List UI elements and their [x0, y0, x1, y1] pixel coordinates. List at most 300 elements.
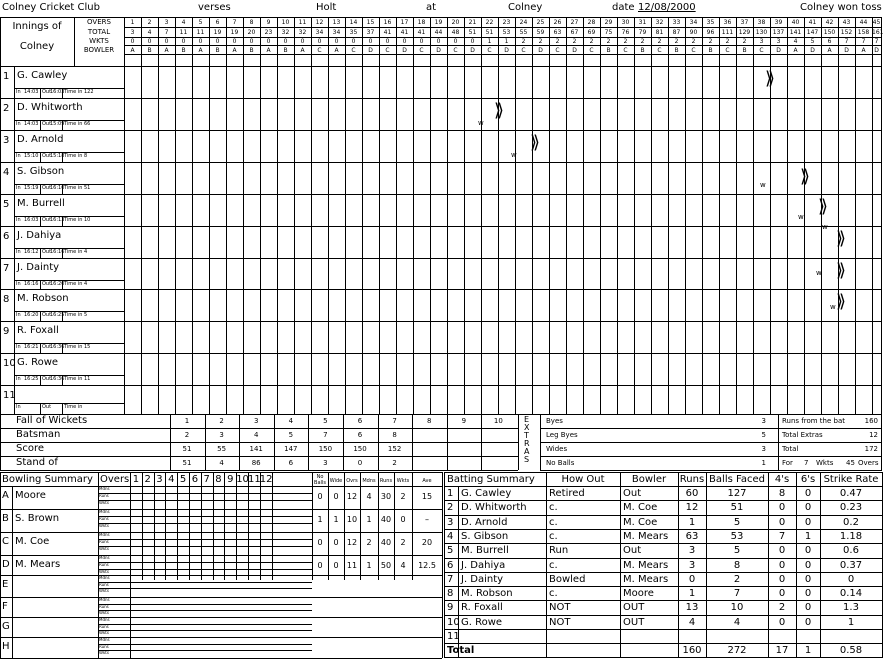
bowler-sub-line	[98, 582, 312, 583]
over-bowler: A	[198, 47, 203, 54]
over-wickets: 0	[385, 38, 390, 45]
over-header-label-wkts: WKTS	[89, 37, 109, 45]
bowler-sub-line	[98, 516, 312, 517]
time-in-label: In	[16, 89, 21, 95]
batsman-row-top	[0, 258, 882, 259]
over-col-line	[532, 17, 533, 414]
innings-of-label: Innings of	[12, 21, 62, 32]
over-bowler: C	[521, 47, 526, 54]
over-total: 150	[823, 29, 836, 36]
over-bowler: D	[538, 47, 543, 54]
over-total: 63	[553, 29, 562, 36]
batsman-no-line	[14, 289, 15, 321]
fow-batsman: 5	[288, 431, 294, 439]
batting-head: 4's	[774, 474, 790, 485]
batting-how-out: c.	[549, 502, 558, 514]
over-number: 13	[332, 19, 341, 26]
batsman-row-top	[0, 130, 882, 131]
over-wickets: 0	[317, 38, 322, 45]
over-number: 43	[842, 19, 851, 26]
over-total: 67	[570, 29, 579, 36]
bowler-wk: 2	[400, 492, 406, 501]
bowler-sub-label: Wkts	[99, 500, 109, 505]
batting-fours: 8	[778, 488, 786, 499]
over-number: 34	[689, 19, 698, 26]
over-wickets: 0	[402, 38, 407, 45]
over-bowler: C	[623, 47, 628, 54]
batsman-no-line	[14, 321, 15, 353]
over-bowler: B	[249, 47, 254, 54]
fow-score: 150	[353, 445, 367, 453]
over-wickets: 0	[368, 38, 373, 45]
over-col-line	[838, 17, 839, 414]
time-total-value: 122	[84, 89, 94, 95]
over-col-line	[260, 17, 261, 414]
bowler-row-line	[0, 509, 442, 510]
time-sep	[40, 184, 41, 194]
over-col-line	[345, 17, 346, 414]
over-bowler: B	[147, 47, 152, 54]
time-sep	[40, 248, 41, 258]
batting-row-number: 4	[447, 530, 454, 542]
over-wickets: 0	[470, 38, 475, 45]
fow-score: 51	[182, 445, 192, 453]
over-col-line	[396, 17, 397, 414]
bowling-over-number: 7	[203, 474, 210, 485]
over-wickets: 2	[657, 38, 662, 45]
time-sep	[62, 184, 63, 194]
bowling-right	[442, 472, 443, 658]
batting-sixes: 1	[804, 530, 812, 542]
over-col-line	[158, 17, 159, 414]
time-sep	[40, 152, 41, 162]
bowler-name: S. Brown	[15, 513, 60, 524]
over-bowler: C	[487, 47, 492, 54]
time-total-value: 15	[84, 344, 91, 350]
batting-strike-rate: 0.2	[843, 516, 859, 528]
extras-line	[540, 428, 882, 429]
bowling-extra-head: Wkts	[396, 478, 410, 484]
over-wickets: 0	[147, 38, 152, 45]
over-total: 141	[789, 29, 802, 36]
bowler-letter: C	[2, 536, 9, 547]
batting-row-line	[444, 558, 882, 559]
over-wickets: 7	[874, 38, 879, 45]
bowler-sub-label: Mdns	[99, 509, 110, 514]
over-bowler: A	[232, 47, 237, 54]
end-of-innings-mark: ⟫	[836, 228, 847, 249]
batting-strike-rate: 0	[847, 573, 855, 585]
wicket-mark: w	[822, 223, 828, 231]
batsman-row-top	[0, 162, 882, 163]
over-total: 41	[383, 29, 392, 36]
over-wickets: 2	[589, 38, 594, 45]
extras-vertical-letter: X	[524, 423, 530, 432]
over-col-line	[872, 17, 873, 414]
batting-row-line	[444, 543, 882, 544]
batsman-row-top	[0, 226, 882, 227]
wicket-mark: w	[478, 119, 484, 127]
over-wickets: 2	[623, 38, 628, 45]
bowling-over-number: 1	[132, 474, 140, 485]
over-number: 45	[872, 19, 881, 26]
bowler-sub-label: Mdns	[99, 532, 110, 537]
time-out-value: 16:25	[50, 312, 65, 318]
fow-label: Batsman	[16, 429, 61, 440]
over-bowler: C	[691, 47, 696, 54]
fow-batsman: 2	[184, 431, 190, 439]
batting-bowler: OUT	[623, 602, 645, 614]
over-col-line	[583, 17, 584, 414]
extras-summary-label: Total	[782, 445, 799, 453]
bowler-wd: 0	[333, 561, 339, 570]
batting-bowler: OUT	[623, 616, 645, 628]
time-out-value: 16:36	[50, 344, 65, 350]
fow-line	[0, 442, 518, 443]
over-number: 38	[757, 19, 766, 26]
batting-balls: 7	[733, 588, 741, 600]
over-number: 16	[383, 19, 392, 26]
batting-row-name: M. Burrell	[461, 545, 509, 557]
extras-summary-value: 160	[864, 417, 878, 425]
over-total: 87	[672, 29, 681, 36]
bowler-sub-label: Wkts	[99, 546, 109, 551]
over-total: 37	[366, 29, 375, 36]
over-bowler: A	[164, 47, 169, 54]
batting-sixes: 0	[804, 573, 812, 585]
bowler-nb: 0	[317, 492, 323, 501]
over-wickets: 6	[827, 38, 832, 45]
over-col-line	[736, 17, 737, 414]
batting-balls: 53	[730, 530, 744, 542]
bowling-over-col	[201, 472, 202, 580]
over-number: 31	[638, 19, 647, 26]
batting-how-out: c.	[549, 530, 558, 542]
bowler-letter: F	[2, 601, 8, 612]
opponent-name: Holt	[316, 2, 337, 13]
time-out-value: 15:18	[50, 153, 65, 159]
over-total: 137	[772, 29, 785, 36]
extras-item-label: No Balls	[546, 459, 575, 467]
over-bowler: B	[181, 47, 186, 54]
over-bowler: A	[300, 47, 305, 54]
time-out-label: Out	[42, 89, 52, 95]
for-overs: 45	[846, 459, 855, 467]
batsman-no-line	[14, 194, 15, 226]
over-header-label-total: TOTAL	[87, 28, 111, 36]
bowling-over-col	[154, 472, 155, 580]
batsman-row-top	[0, 194, 882, 195]
over-total: 79	[638, 29, 647, 36]
batsman-name: J. Dahiya	[17, 230, 62, 241]
bowler-row-line	[0, 532, 442, 533]
over-wickets: 2	[725, 38, 730, 45]
over-wickets: 2	[555, 38, 560, 45]
batsman-name: D. Whitworth	[17, 102, 83, 113]
bowling-over-col	[177, 472, 178, 580]
over-bowler: B	[283, 47, 288, 54]
over-number: 40	[791, 19, 800, 26]
batting-balls: 127	[727, 488, 747, 499]
wkts-label: Wkts	[816, 459, 834, 467]
wicket-mark: w	[798, 213, 804, 221]
bowler-md: 4	[366, 492, 372, 501]
extras-vertical-letter: S	[524, 455, 530, 464]
bowler-name: M. Coe	[15, 536, 50, 547]
over-number: 18	[417, 19, 426, 26]
time-total-label: Time in	[64, 89, 83, 95]
over-number: 25	[536, 19, 545, 26]
extras-item-value: 3	[761, 417, 766, 425]
time-total-label: Time in	[64, 312, 83, 318]
time-total-label: Time in	[64, 376, 83, 382]
over-number: 15	[366, 19, 375, 26]
over-col-line	[685, 17, 686, 414]
over-wickets: 0	[130, 38, 135, 45]
bowling-over-col	[130, 472, 131, 580]
batting-row-number: 11	[447, 631, 460, 642]
over-number: 5	[198, 19, 203, 26]
over-number: 32	[655, 19, 664, 26]
bowling-over-number: 8	[215, 474, 222, 485]
batting-fours: 7	[778, 530, 786, 542]
bowling-left	[0, 472, 1, 658]
bowler-sub-line	[98, 604, 312, 605]
date-label: date	[612, 2, 635, 13]
over-bowler: D	[470, 47, 475, 54]
batting-how-out: c.	[549, 516, 558, 528]
bowler-ave: 20	[421, 538, 433, 547]
fow-number: 10	[493, 417, 503, 425]
batting-bowler: M. Mears	[623, 559, 669, 571]
time-sep	[62, 403, 63, 414]
over-number: 4	[181, 19, 186, 26]
batsman-number: 3	[3, 135, 10, 146]
batting-row-number: 2	[447, 502, 454, 514]
batting-bottom	[444, 657, 882, 658]
bowler-letter: D	[2, 559, 10, 570]
batting-row-number: 10	[447, 616, 460, 628]
batting-row-line	[444, 515, 882, 516]
over-col-line	[413, 17, 414, 414]
time-sep	[40, 403, 41, 414]
wicket-mark: w	[830, 303, 836, 311]
batting-row-name: D. Whitworth	[461, 502, 527, 514]
over-wickets: 0	[232, 38, 237, 45]
time-out-label: Out	[42, 281, 52, 287]
time-in-label: In	[16, 312, 21, 318]
bowler-sub-label: Runs	[99, 623, 109, 629]
bowler-sub-label: Mdns	[99, 486, 110, 491]
bowler-runs: 40	[380, 538, 392, 547]
fow-stand: 6	[288, 459, 294, 467]
bowler-sub-line	[98, 546, 312, 547]
fow-score: 141	[249, 445, 263, 453]
over-total: 11	[196, 29, 205, 36]
time-in-value: 16:25	[24, 376, 39, 382]
batting-row-line	[444, 572, 882, 573]
end-of-innings-mark: ⟫	[818, 196, 829, 217]
over-bowler: A	[793, 47, 798, 54]
batsman-no-line	[14, 66, 15, 98]
time-sep	[62, 343, 63, 353]
over-total: 55	[519, 29, 528, 36]
over-total: 44	[434, 29, 443, 36]
batsman-number: 1	[3, 71, 10, 82]
fow-score: 55	[217, 445, 227, 453]
bowler-md: 1	[366, 561, 372, 570]
batting-runs: 63	[685, 530, 699, 542]
time-in-value: 16:12	[24, 249, 39, 255]
batting-row-number: 9	[447, 602, 454, 614]
over-col-line	[600, 17, 601, 414]
bowler-name: Moore	[15, 490, 46, 501]
fow-number: 9	[461, 417, 467, 425]
bowling-over-number: 11	[248, 474, 261, 485]
bowler-row-line	[0, 637, 442, 638]
batting-strike-rate: 0.47	[839, 488, 863, 499]
over-number: 37	[740, 19, 749, 26]
match-date: 12/08/2000	[638, 2, 696, 13]
bowler-sub-line	[98, 630, 312, 631]
bowling-over-col	[224, 472, 225, 580]
over-bowler: D	[402, 47, 407, 54]
bowler-ov: 12	[346, 538, 358, 547]
batsman-no-line	[14, 162, 15, 194]
batting-row-name: G. Rowe	[461, 616, 503, 628]
over-col-line	[549, 17, 550, 414]
batting-row-name: G. Cawley	[461, 488, 512, 499]
over-number: 8	[249, 19, 254, 26]
batsman-row-top	[0, 353, 882, 354]
over-number: 44	[859, 19, 868, 26]
batsman-row-top	[0, 289, 882, 290]
over-bowler: C	[589, 47, 594, 54]
time-in-value: 15:10	[24, 153, 39, 159]
extras-line	[540, 470, 882, 471]
over-col-line	[124, 17, 125, 414]
over-col-line	[702, 17, 703, 414]
bowler-sub-label: Wkts	[99, 523, 109, 528]
fow-number: 2	[219, 417, 224, 425]
over-total: 111	[721, 29, 734, 36]
over-number: 3	[164, 19, 169, 26]
extras-vertical-letter: A	[524, 447, 530, 456]
over-total: 19	[213, 29, 222, 36]
over-total: 75	[604, 29, 613, 36]
over-wickets: 2	[606, 38, 611, 45]
time-in-label: In	[16, 376, 21, 382]
fow-stand: 2	[392, 459, 397, 467]
club-name: Colney Cricket Club	[2, 2, 100, 13]
time-total-label: Time in	[64, 217, 83, 223]
over-wickets: 0	[181, 38, 186, 45]
over-number: 7	[232, 19, 237, 26]
bowler-sub-line	[98, 539, 312, 540]
bowling-over-col	[189, 472, 190, 580]
batting-fours: 0	[778, 573, 786, 585]
bowler-ave: –	[425, 515, 429, 524]
bowler-sub-label: Wkts	[99, 610, 109, 615]
batting-sixes: 0	[804, 602, 812, 614]
batting-balls: 5	[733, 545, 741, 557]
batting-how-out: Retired	[549, 488, 585, 499]
innings-team: Colney	[19, 41, 55, 52]
batting-balls: 51	[730, 502, 744, 514]
batting-balls: 8	[733, 559, 741, 571]
over-number: 35	[706, 19, 715, 26]
extras-item-value: 5	[761, 431, 766, 439]
batsman-no-line	[14, 130, 15, 162]
over-wickets: 0	[436, 38, 441, 45]
bowler-sub-label: Runs	[99, 516, 109, 521]
batsman-name: G. Rowe	[17, 357, 59, 368]
over-col-line	[328, 17, 329, 414]
time-sep	[62, 216, 63, 226]
batting-bowler: M. Mears	[623, 530, 669, 542]
over-bowler: C	[725, 47, 730, 54]
over-col-line	[141, 17, 142, 414]
batting-row-line	[444, 486, 882, 487]
time-in-label: In	[16, 404, 21, 410]
batting-row-line	[444, 600, 882, 601]
time-out-label: Out	[42, 249, 52, 255]
over-total: 96	[706, 29, 715, 36]
bowler-ave: 15	[421, 492, 433, 501]
fow-number: 8	[426, 417, 432, 425]
over-number: 11	[298, 19, 307, 26]
over-total: 69	[587, 29, 596, 36]
over-number: 24	[519, 19, 528, 26]
batting-runs: 12	[685, 502, 699, 514]
over-col-line	[719, 17, 720, 414]
batsman-name: J. Dainty	[17, 262, 60, 273]
batsman-row-top	[0, 321, 882, 322]
over-wickets: 0	[249, 38, 254, 45]
venue-name: Colney	[508, 2, 543, 13]
over-bowler: B	[742, 47, 747, 54]
bowling-over-number: 12	[259, 474, 273, 485]
over-total: 59	[536, 29, 545, 36]
end-of-innings-mark: ⟫	[765, 68, 776, 89]
over-bowler: B	[708, 47, 713, 54]
time-total-value: 8	[84, 153, 88, 159]
fow-batsman: 8	[392, 431, 397, 439]
bowler-wd: 1	[333, 515, 339, 524]
over-col-line	[787, 17, 788, 414]
bowler-wk: 4	[400, 561, 406, 570]
batting-bowler: Out	[623, 545, 642, 557]
bowler-wd: 0	[333, 492, 339, 501]
over-number: 23	[502, 19, 511, 26]
time-total-label: Time in	[64, 249, 83, 255]
batsman-name: M. Burrell	[17, 198, 65, 209]
batting-fours: 2	[778, 602, 786, 614]
batting-head: Bowler	[631, 474, 667, 485]
extras-item-value: 3	[761, 445, 766, 453]
over-bowler: B	[215, 47, 220, 54]
batting-strike-rate: 0.14	[839, 588, 863, 600]
extras-item-value: 1	[761, 459, 766, 467]
time-total-value: 66	[84, 121, 91, 127]
over-wickets: 0	[283, 38, 288, 45]
extras-item-label: Wides	[546, 445, 568, 453]
over-number: 14	[349, 19, 358, 26]
fow-batsman: 3	[219, 431, 224, 439]
verses-label: verses	[198, 2, 231, 13]
time-total-value: 4	[84, 249, 88, 255]
bowling-over-col	[248, 472, 249, 580]
